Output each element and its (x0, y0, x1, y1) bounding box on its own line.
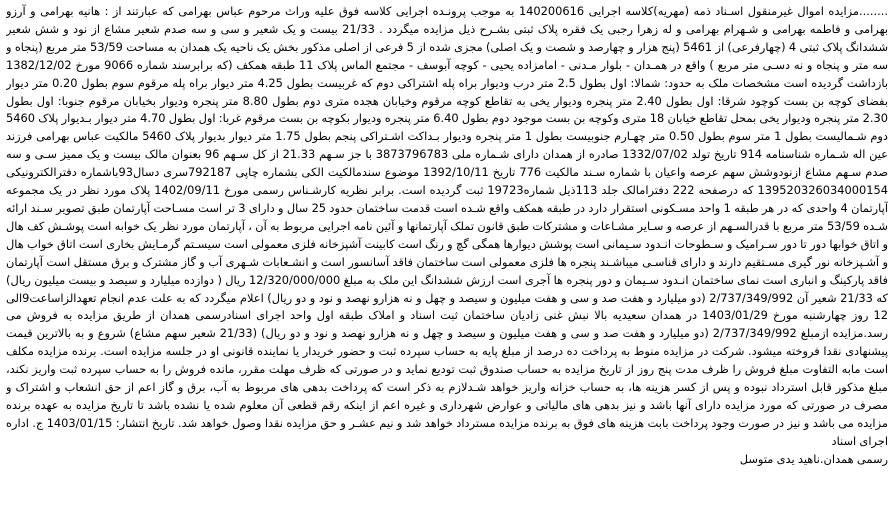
notice-signature: رسمی همدان.ناهید یدی متوسل (739, 451, 888, 466)
auction-notice-document (6, 3, 888, 528)
notice-body-text: ........مزایده اموال غیرمنقول اسـناد ذمه (مهریه)کلاسه اجرایی 140200616 به موجب پرونـده اجرایی کلاسه فوق علیه وراث مرحوم عباس بهرامی که عبارتند از : هانیه بهرامی و آرزو بهرامی و فاطمه بهرامی و شـهرام بهرامی و له زهرا رجبی یک فقره پلاک ثبتی بشـرح ذیل مزایده میگردد . 21/33 بیست و یک شعیر و سی و سه صدم شعیر مشاع از نود و شش شعیر ششدانگ پلاک ثبتی 4 (چهارفرعی) از 5461 (پنج هزار و چهارصد و شصت و یک اصلی) مجزی شده از 5 فرعی از اصلی مذکور بخش یک ناحیه یک همدان به مساحت 53/59 متر مربع (پنجاه و سه متر و پنجاه و نه دسـی متر مربع ) واقع در همـدان - بلوار مـدنی - امامزاده یحیی - کوچه آبوسف - مجتمع الماس پلاک 11 طبقه همکف (که برابرسند شماره 9066 مورخ 1382/12/02 بازداشت گردیده است مشخصات ملک به حدود: شمالا: اول بطول 2.5 متر درب ودیوار براه پله اشتراکی دوم که غربیست بطول 4.25 متر دیوار براه پله مرقوم سوم بطول 0.20 متر دیوار بفضای کوچه بن بست کوچود شرقا: اول بطول 2.40 متر پنجره ودیوار یخی به تقاطع کوچه مرقوم وخیابان هجده متری دوم بطول 8.80 متر پنجره ودیوار بخیابان مرقوم جنوبا: اول بطول 2.30 متر پنجره ودیوار یخی بمحل تقاطع خیابان 18 متری وکوچه بن بست موجود دوم بطول 6.40 متر پنجره ودیوار بکوچه بن بست مرقوم غربا: اول بطول 4.70 متر دیوار بـدیوار پلاک 5460 دوم شـمالیست بطول 1 متر سوم بطول 0.50 متر چهـارم جنوبیست بطول 1 متر پنجره ودیوار بـداکت اشـتراکی پنجم بطول 1.75 متر دیوار بدیوار پلاک 5460 مالکیت عباس بهرامی فرزند عین اله شـماره شناسنامه 914 تاریخ تولد 1332/07/02 صادره از همدان دارای شـماره ملی 3873796783 با جز سـهم 21.33 از کل سـهم 96 بعنوان مالک بیست و یک ممیز سـی و سه صدم سـهم مشاع ازنودوشش سهم عرصه واعیان با شماره سـند مالکیت 776 تاریخ 1392/10/11 موضوع سندمالکیت الکی بشماره چاپی 792187سری دسال93باشماره دفترالکترونیکی 139520326034000154 که درصفحه 222 دفترامالک جلد 113ذیل شماره19723 ثبت گردیده است. برابر نظریه کارشـناس رسمی مورخ 1402/09/11 پلاک مورد نظر در یک مجموعه آپارتمان 4 واحدی که در هر طبقه 1 واحد مسـکونی استقرار دارد در طبقه همکف واقع شـده است قدمت ساختمان حدود 25 سال و دارای 3 تر است مسـاحت آپارتمان طبق تصویر سـند ارائه شـده 53/59 متر مربع با قدرالسـهم از عرصه و سـایر مشـاعات و مشترکات طبق قانون تملک آپارتمانها و آئین نامه اجرایی مربوط به آن ، آپارتمان مورد نظر یک خوابه است پوشـش کف هال و اتاق خوابها دور تا دور سـرامیک و سـطوحات انـدود سـیمانی است پوشش دیوارها همگی گچ و رنگ است کابینت آشپزخانه فلزی معمولی است سیسـتم گرمـایش بخاری است اتاق خواب هال و آشـپزخانه نور گیری مسـتقیم دارند و دارای قناسـی میباشـند پنجره ها فلزی معمولی است ساختمان فاقد آسانسور است و انشـعابات شـهری آب و گاز مشترک و برق مستقل است آپارتمان فاقد پارکینگ و انباری است نمای ساختمان انـدود سـیمان و دور پنجره ها آجری است ارزش ششدانگ این ملک به مبلغ 12/320/000/000 ریال ( دوازده میلیارد و سیصد و بیست میلیون ریال) که 21/33 شعیر آن 2/737/349/992 (دو میلیارد و هفت صد و سی و هفت میلیون و سیصد و چهل و نه هزارو نهصد و نود و دو ریال) اعلام میگردد که به علت عدم انجام تعهدالزاساعت9الی 12 روز چهارشنبه مورخ 1403/01/29 در همدان سعیدیه بالا نبش غنی زادیان ساختمان ثبت اسناد و املاک طبقه اول واحد اجرای اسنادرسمی همدان از طریق مزایده به فروش می رسد.مزایده ازمبلغ 2/737/349/992 (دو میلیارد و هفت صد و سی و هفت میلیون و سیصد و چهل و نه هزارو نهصد و نود و دو ریال) (21/33 شعیر سهم مشاع) شروع و به بالاترین قیمت پیشنهادی نقدا فروخته میشود. شرکت در مزایده منوط به پرداخت ده درصد از مبلغ پایه به حساب سپرده ثبت و حضور خریدار یا نماینده قانونی او در جلسه مزایده است. برنده مزایده مکلف است مابه التفاوت مبلغ فروش را ظرف مدت پنج روز از تاریخ مزایده به حساب صندوق ثبت تودیع نماید و در صورتی که ظرف مهلت مقرر، مانده فروش را به حساب سپرده ثبت واریز نکند، مبلغ مذکور قابل استرداد نبوده و پس از کسر هزینه ها، به حساب خزانه واریز خواهد شـدلازم به ذکر است که پرداخت بدهی های مربوط به آب، برق و گاز اعم از حق انشعاب و اشتراک و مصرف در صورتی که مورد مزایده دارای آنها باشد و نیز بدهی های مالیاتی و عوارض شهرداری و غیره اعم از اینکه رقم قطعی آن معلوم شده یا نشده باشد تا تاریخ مزایده به عهده برنده مزایده می باشد و نیز در صورت وجود پرداخت بابت هزینه های فوق به برنده مزایده مسترداد خواهد شد و نیم عشـر و حق مزایده نقدا وصول خواهد شد. تاریخ انتشار: 1403/01/15 ج. اداره اجرای اسناد (6, 4, 888, 448)
